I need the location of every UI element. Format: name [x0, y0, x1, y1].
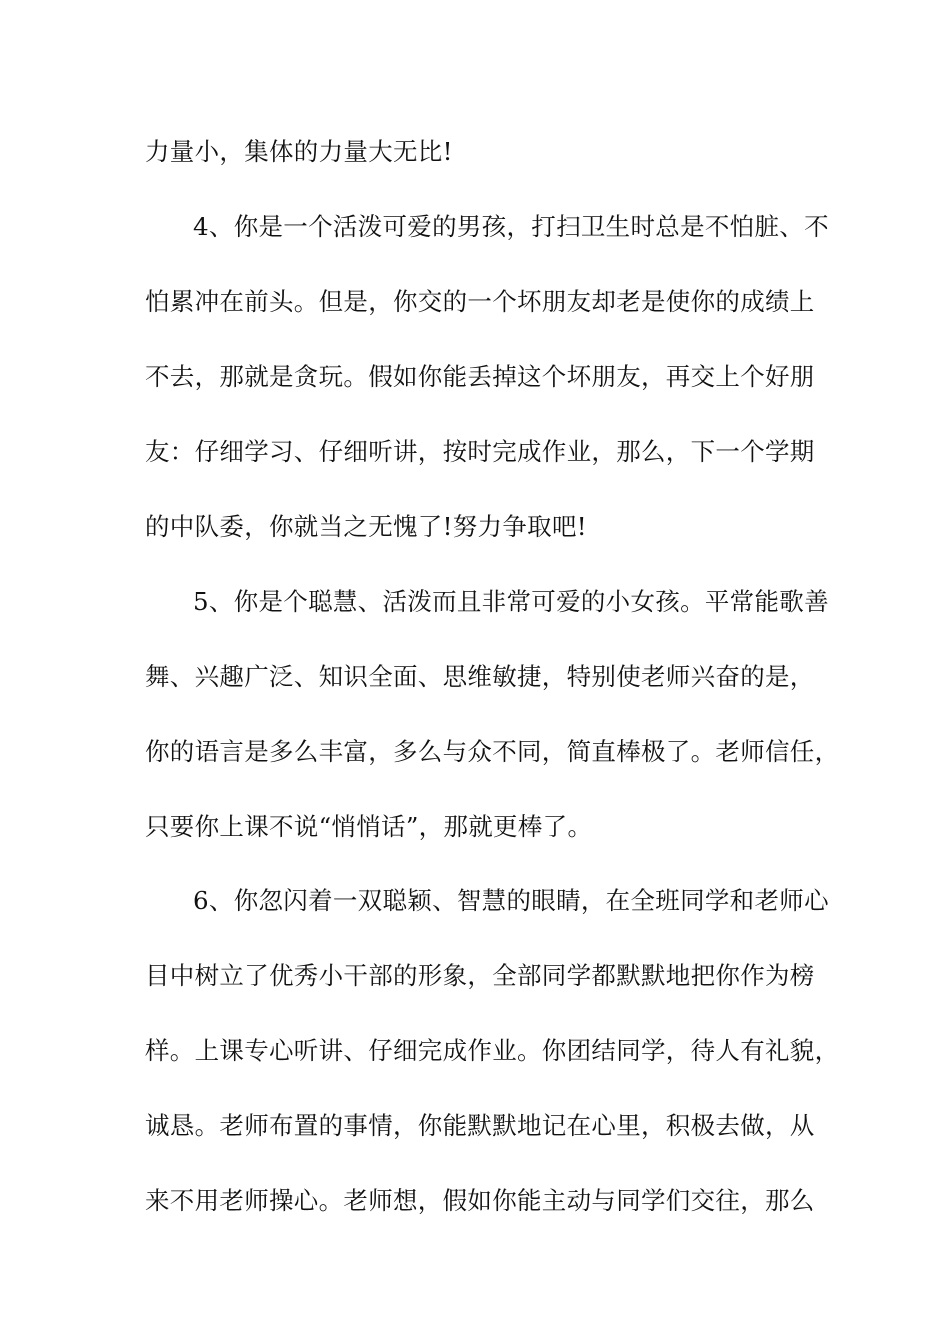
text-line: 怕累冲在前头。但是，你交的一个坏朋友却老是使你的成绩上	[145, 287, 815, 316]
text-line: 诚恳。老师布置的事情，你能默默地记在心里，积极去做，从	[145, 1111, 815, 1140]
text-line: 的中队委，你就当之无愧了!努力争取吧!	[145, 512, 587, 541]
paragraph-5-line: 5、你是个聪慧、活泼而且非常可爱的小女孩。平常能歌善	[193, 587, 829, 616]
text-line: 舞、兴趣广泛、知识全面、思维敏捷，特别使老师兴奋的是，	[145, 662, 815, 691]
text-line: 友：仔细学习、仔细听讲，按时完成作业，那么，下一个学期	[145, 437, 815, 466]
text-line: 不去，那就是贪玩。假如你能丢掉这个坏朋友，再交上个好朋	[145, 362, 815, 391]
text-line: 你的语言是多么丰富，多么与众不同，简直棒极了。老师信任，	[145, 737, 840, 766]
text-line: 来不用老师操心。老师想，假如你能主动与同学们交往，那么	[145, 1186, 815, 1215]
text-line: 目中树立了优秀小干部的形象，全部同学都默默地把你作为榜	[145, 961, 815, 990]
text-line: 只要你上课不说“悄悄话”，那就更棒了。	[145, 812, 593, 841]
paragraph-4-line: 4、你是一个活泼可爱的男孩，打扫卫生时总是不怕脏、不	[193, 212, 829, 241]
text-line: 样。上课专心听讲、仔细完成作业。你团结同学，待人有礼貌，	[145, 1036, 840, 1065]
paragraph-6-line: 6、你忽闪着一双聪颖、智慧的眼睛，在全班同学和老师心	[193, 886, 829, 915]
text-line: 力量小，集体的力量大无比!	[145, 137, 453, 166]
